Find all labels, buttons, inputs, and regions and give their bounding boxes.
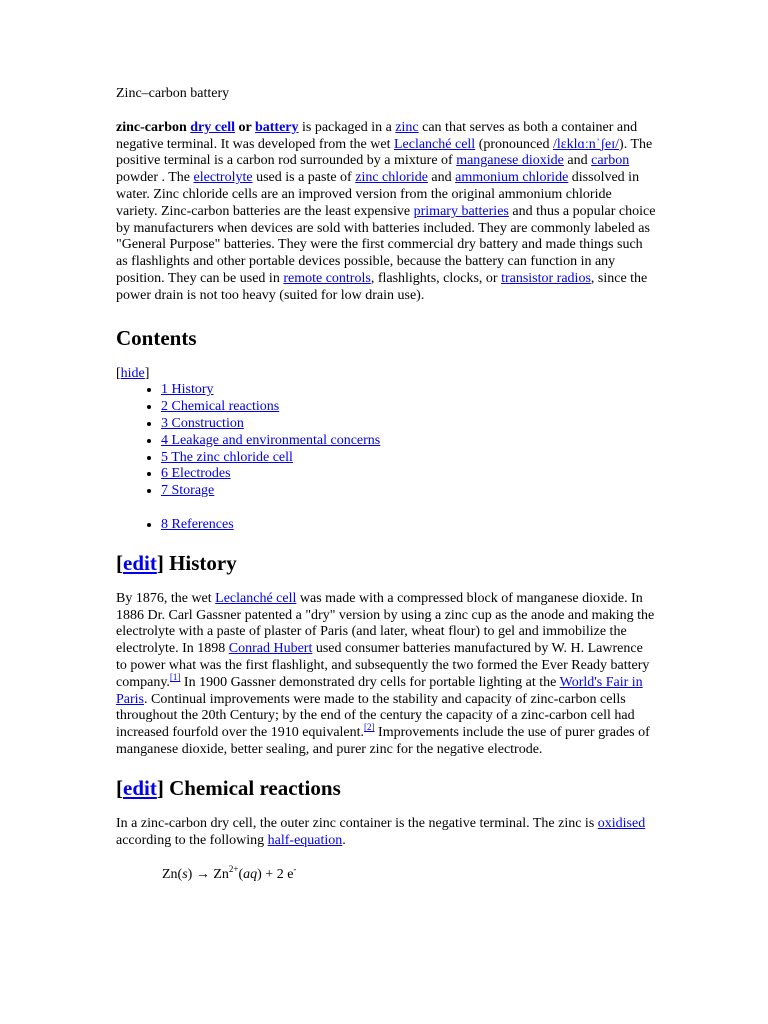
article (116, 86, 656, 884)
intro-bold-term: zinc-carbon (116, 119, 191, 135)
history-text: In 1900 Gassner demonstrated dry cells for portable lighting at the (180, 674, 560, 690)
bracket: [ (116, 550, 123, 575)
toc-item (161, 416, 656, 433)
bracket: ] (156, 775, 164, 800)
chemical-title: Chemical reactions (169, 775, 341, 800)
intro-text: used is a paste of (252, 170, 356, 186)
toc-toggle (116, 366, 656, 383)
chemical-paragraph (116, 816, 656, 850)
bracket: [ (116, 365, 121, 381)
intro-text: powder . The (116, 170, 194, 186)
intro-text: is packaged in a (298, 119, 396, 135)
link-leclanche-cell-2[interactable]: Leclanché cell (215, 590, 297, 606)
citation-2[interactable]: [2] (364, 722, 375, 733)
link-worlds-fair-paris[interactable]: World's Fair in Paris (116, 674, 643, 707)
history-text: Improvements include the use of purer grades of manganese dioxide, better sealing, and purer zinc for the negative electrode. (116, 725, 650, 757)
hide-toc-link[interactable]: hide (120, 365, 145, 381)
edit-history-link[interactable]: edit (123, 550, 157, 575)
link-ammonium-chloride[interactable]: ammonium chloride (455, 170, 569, 186)
toc-item (161, 466, 656, 483)
toc-link-zinc-chloride-cell[interactable]: 5 The zinc chloride cell (161, 449, 293, 465)
page-title: Zinc–carbon battery (116, 86, 230, 101)
link-conrad-hubert[interactable]: Conrad Hubert (228, 641, 313, 657)
chemical-reactions-heading (116, 776, 656, 800)
toc-item (161, 433, 656, 450)
link-battery[interactable]: battery (254, 119, 299, 135)
link-pronunciation[interactable]: /lɛklɑːnˈʃeɪ/ (552, 136, 620, 152)
toc-item (161, 450, 656, 467)
intro-text: and (427, 170, 456, 186)
toc-item (161, 399, 656, 416)
toc-link-chemical-reactions[interactable]: 2 Chemical reactions (161, 399, 280, 415)
intro-text: dissolved in water. Zinc chloride cells are an improved version from the original ammonium chloride variety. Zinc-carbon batteries are the least expensive (116, 170, 640, 219)
intro-bold-or: or (234, 119, 255, 135)
chemical-text: . (342, 832, 346, 848)
intro-text: and (563, 153, 592, 169)
link-manganese-dioxide[interactable]: manganese dioxide (456, 153, 564, 169)
history-text: . Continual improvements were made to the stability and capacity of zinc-carbon cells throughout the 20th Century; by the end of the century the capacity of a zinc-carbon cell had increased fourfold over the 1910 equivalent. (116, 691, 635, 741)
history-heading (116, 551, 656, 575)
intro-text: ). The positive terminal is a carbon rod surrounded by a mixture of (116, 136, 653, 169)
intro-text: (pronounced (475, 136, 553, 152)
toc-link-references[interactable]: 8 References (161, 516, 234, 532)
toc-link-electrodes[interactable]: 6 Electrodes (161, 466, 231, 482)
intro-text: , flashlights, clocks, or (370, 270, 502, 286)
bracket: ] (144, 365, 150, 381)
toc-link-history[interactable]: 1 History (161, 382, 214, 398)
link-half-equation[interactable]: half-equation (267, 832, 343, 848)
toc-link-storage[interactable]: 7 Storage (161, 483, 215, 499)
contents-heading: Contents (116, 325, 197, 350)
toc-item (161, 382, 656, 399)
link-oxidised[interactable]: oxidised (597, 815, 646, 831)
eq-part: ) → Zn (187, 867, 229, 883)
history-paragraph (116, 591, 656, 759)
eq-state: aq (243, 867, 258, 883)
toc-list-references (116, 517, 656, 534)
toc-link-leakage[interactable]: 4 Leakage and environmental concerns (161, 432, 381, 448)
edit-chemical-link[interactable]: edit (123, 775, 157, 800)
eq-charge: 2+ (228, 864, 239, 875)
eq-part: Zn( (162, 867, 183, 883)
eq-part: ( (238, 867, 244, 883)
link-carbon[interactable]: carbon (591, 153, 630, 169)
history-text: used consumer batteries manufactured by W. H. Lawrence to power what was the first flashlight, and subsequently the two formed the Ever Ready battery company. (116, 641, 650, 690)
chemical-text: In a zinc-carbon dry cell, the outer zinc container is the negative terminal. The zinc is (116, 815, 598, 831)
bracket: [ (116, 775, 123, 800)
bracket: ] (156, 550, 164, 575)
intro-text: and thus a popular choice by manufacturers when devices are sold with batteries included. They are commonly labeled as "General Purpose" batteries. They were the first commercial dry battery and made things such as flashlights and other portable devices possible, because the battery can function in any position. They can be used in (116, 203, 656, 286)
half-equation (162, 864, 656, 884)
toc-link-construction[interactable]: 3 Construction (161, 415, 244, 431)
link-leclanche-cell[interactable]: Leclanché cell (393, 136, 476, 152)
eq-charge: - (293, 864, 297, 875)
history-title: History (169, 550, 237, 575)
toc-list (116, 382, 656, 500)
link-dry-cell[interactable]: dry cell (190, 119, 235, 135)
citation-1[interactable]: [1] (169, 671, 181, 682)
link-zinc-chloride[interactable]: zinc chloride (355, 170, 428, 186)
link-primary-batteries[interactable]: primary batteries (413, 203, 509, 219)
eq-state: s (182, 867, 188, 883)
link-transistor-radios[interactable]: transistor radios (501, 270, 591, 286)
link-remote-controls[interactable]: remote controls (283, 270, 371, 286)
eq-part: ) + 2 e (257, 867, 294, 883)
toc-item (161, 483, 656, 500)
toc-item (161, 517, 656, 534)
intro-text: , since the power drain is not too heavy (suited for low drain use). (116, 270, 648, 303)
history-text: By 1876, the wet (116, 590, 216, 606)
history-text: was made with a compressed block of manganese dioxide. In 1886 Dr. Carl Gassner patented a "dry" version by using a zinc cup as the anode and making the electrolyte with a paste of plaster of Paris (and later, wheat flour) to gel and immobilize the electrolyte. In 1898 (116, 590, 655, 657)
intro-text: can that serves as both a container and negative terminal. It was developed from the wet (116, 119, 638, 152)
intro-paragraph (116, 120, 656, 305)
link-zinc[interactable]: zinc (395, 119, 419, 135)
chemical-text: according to the following (116, 832, 268, 848)
link-electrolyte[interactable]: electrolyte (193, 170, 253, 186)
